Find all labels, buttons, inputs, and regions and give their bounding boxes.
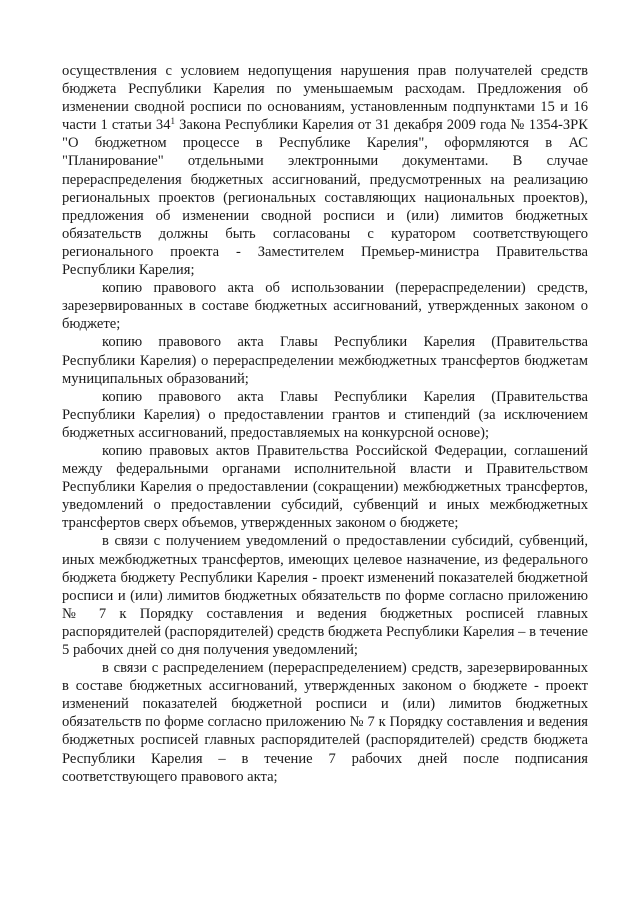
paragraph-reserved-funds-act: копию правового акта об использовании (перераспределении) средств, зарезервированных в составе бюджетных ассигнований, утвержденных законом о бюджете; (62, 280, 588, 333)
paragraph-interbudget-transfers-act: копию правового акта Главы Республики Карелия (Правительства Республики Карелия) о перераспределении межбюджетных трансфертов бюджетам муниципальных образований; (62, 334, 588, 387)
paragraph-federal-acts: копию правовых актов Правительства Российской Федерации, соглашений между федеральными органами исполнительной власти и Правительством Республики Карелия о предоставлении (сокращении) межбюджетных трансфертов, уведомлений о предоставлении субсидий, субвенций и иных межбюджетных трансфертов сверх объемов, утвержденных законом о бюджете; (62, 442, 588, 532)
paragraph-subsidy-notifications: в связи с получением уведомлений о предоставлении субсидий, субвенций, иных межбюджетных трансфертов, имеющих целевое назначение, из федерального бюджета бюджету Республики Карелия - проект изменений показателей бюджетной росписи и (или) лимитов бюджетных обязательств по форме согласно приложению № 7 к Порядку составления и ведения бюджетных росписей главных распорядителей (распорядителей) средств бюджета Республики Карелия – в течение 5 рабочих дней со дня получения уведомлений; (62, 533, 589, 658)
paragraph-grants-act: копию правового акта Главы Республики Карелия (Правительства Республики Карелия) о предоставлении грантов и стипендий (за исключением бюджетных ассигнований, предоставляемых на конкурсной основе); (62, 388, 588, 441)
paragraph-text-continued: Закона Республики Карелия от 31 декабря 2009 года № 1354-ЗРК "О бюджетном процессе в Республике Карелия", оформляются в АС "Планирование" отдельными электронными документами. В случае перераспределения бюджетных ассигнований, предусмотренных на реализацию региональных проектов (региональных составляющих национальных проектов), предложения об изменении сводной росписи и (или) лимитов бюджетных обязательств должны быть согласованы с куратором соответствующего регионального проекта - Заместителем Премьер-министра Правительства Республики Карелия; (62, 117, 589, 279)
superscript: 1 (170, 116, 176, 127)
paragraph-budget-redistribution (62, 62, 588, 279)
paragraph-text: осуществления с условием недопущения нарушения прав получателей средств бюджета Республики Карелия по уменьшаемым расходам. Предложения об изменении сводной росписи по основаниям, установленным подпунктами 15 и 16 части 1 статьи 34 (62, 63, 588, 134)
paragraph-reserved-distribution: в связи с распределением (перераспределением) средств, зарезервированных в составе бюджетных ассигнований, утвержденных законом о бюджете - проект изменений показателей бюджетной росписи и (или) лимитов бюджетных обязательств по форме согласно приложению № 7 к Порядку составления и ведения бюджетных росписей главных распорядителей (распорядителей) средств бюджета Республики Карелия – в течение 7 рабочих дней после подписания соответствующего правового акта; (62, 660, 588, 785)
